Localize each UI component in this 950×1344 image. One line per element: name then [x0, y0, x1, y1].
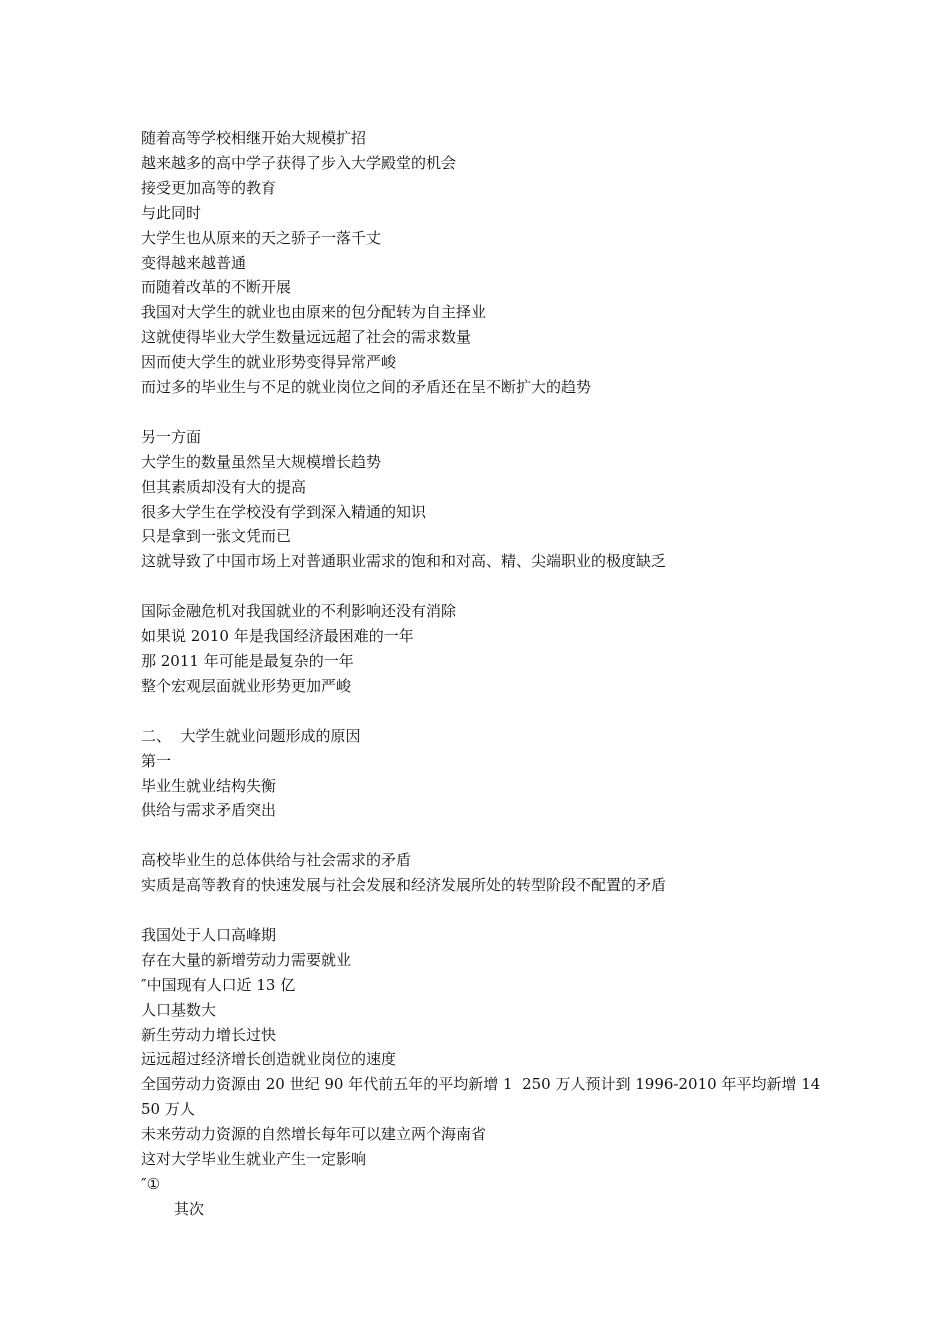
text-line: 未来劳动力资源的自然增长每年可以建立两个海南省	[141, 1125, 487, 1144]
section-heading: 二、 大学生就业问题形成的原因	[141, 726, 361, 745]
text-line: 因而使大学生的就业形势变得异常严峻	[141, 353, 397, 372]
text-line: 高校毕业生的总体供给与社会需求的矛盾	[141, 851, 412, 870]
text-line: 随着高等学校相继开始大规模扩招	[141, 129, 367, 147]
text-line-wrapped: 全国劳动力资源由 20 世纪 90 年代前五年的平均新增 1 250 万人预计到 1996-2010 年平均新增 1450 万人	[141, 1075, 821, 1119]
paragraph-spacer	[141, 574, 821, 599]
text-line-indented: 其次	[174, 1199, 205, 1218]
paragraph-spacer	[141, 400, 821, 425]
text-line: 第一	[141, 751, 172, 770]
text-line: 那 2011 年可能是最复杂的一年	[141, 652, 354, 670]
text-line: 大学生的数量虽然呈大规模增长趋势	[141, 452, 382, 471]
text-line: 整个宏观层面就业形势更加严峻	[141, 676, 352, 695]
text-line: 实质是高等教育的快速发展与社会发展和经济发展所处的转型阶段不配置的矛盾	[141, 876, 667, 895]
document-body	[141, 126, 821, 1222]
paragraph-spacer	[141, 823, 821, 848]
text-line: 只是拿到一张文凭而已	[141, 527, 292, 546]
text-line: ″中国现有人口近 13 亿	[141, 975, 296, 994]
text-line: 但其素质却没有大的提高	[141, 477, 307, 496]
text-line: 变得越来越普通	[141, 253, 247, 272]
text-line: 另一方面	[141, 427, 202, 446]
text-line: 存在大量的新增劳动力需要就业	[141, 950, 352, 969]
text-line: 这就使得毕业大学生数量远远超了社会的需求数量	[141, 328, 472, 347]
text-line: 越来越多的高中学子获得了步入大学殿堂的机会	[141, 153, 457, 172]
text-line: 大学生也从原来的天之骄子一落千丈	[141, 228, 382, 247]
text-line: 这对大学毕业生就业产生一定影响	[141, 1150, 367, 1169]
paragraph-spacer	[141, 898, 821, 923]
text-line: 供给与需求矛盾突出	[141, 801, 277, 820]
text-line: 与此同时	[141, 203, 202, 222]
text-line: 国际金融危机对我国就业的不利影响还没有消除	[141, 602, 457, 621]
text-line: 而随着改革的不断开展	[141, 278, 292, 297]
text-line: 很多大学生在学校没有学到深入精通的知识	[141, 502, 427, 521]
text-line: 人口基数大	[141, 1000, 217, 1019]
text-line: 我国对大学生的就业也由原来的包分配转为自主择业	[141, 303, 487, 322]
text-line: 如果说 2010 年是我国经济最困难的一年	[141, 627, 414, 646]
text-line: 接受更加高等的教育	[141, 178, 277, 197]
text-line: 远远超过经济增长创造就业岗位的速度	[141, 1050, 397, 1069]
text-line: 而过多的毕业生与不足的就业岗位之间的矛盾还在呈不断扩大的趋势	[141, 378, 592, 397]
text-line: 新生劳动力增长过快	[141, 1025, 277, 1044]
text-line: 我国处于人口高峰期	[141, 925, 277, 944]
text-line: 这就导致了中国市场上对普通职业需求的饱和和对高、精、尖端职业的极度缺乏	[141, 552, 667, 571]
footnote-marker: ″①	[141, 1174, 161, 1193]
paragraph-spacer	[141, 699, 821, 724]
text-line: 毕业生就业结构失衡	[141, 776, 277, 795]
